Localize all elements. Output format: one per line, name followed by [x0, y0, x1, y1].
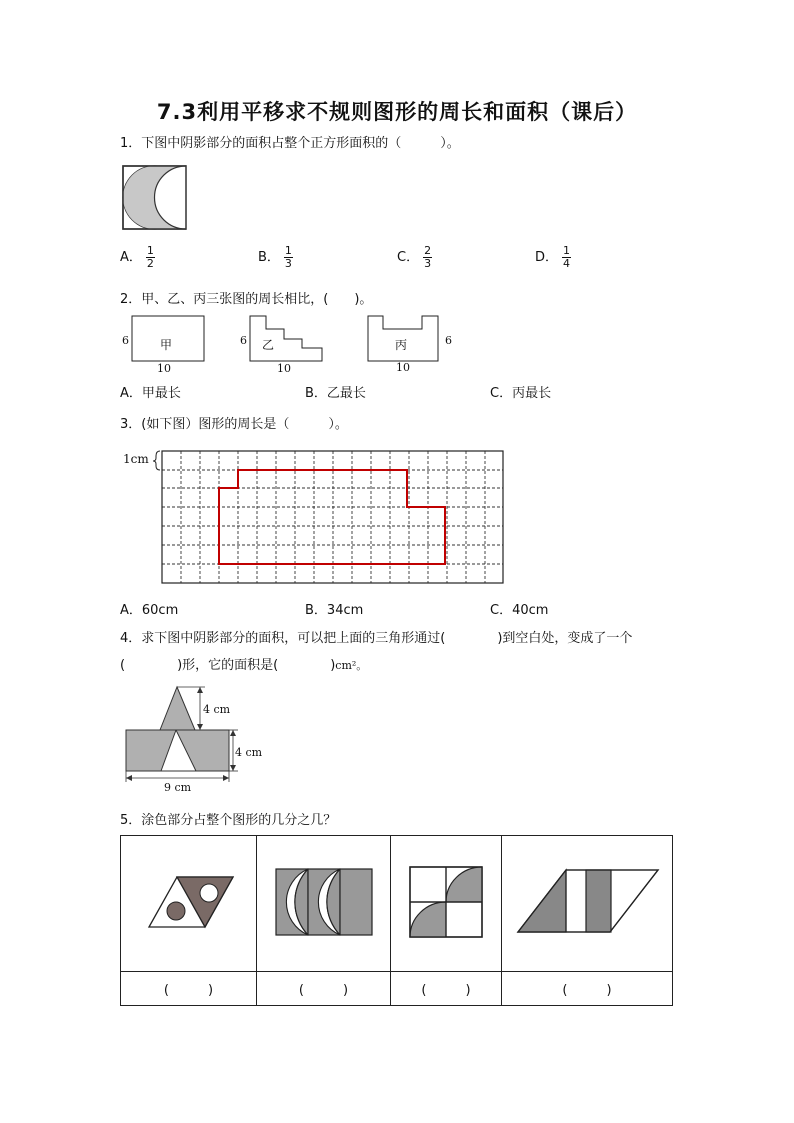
q5-figure-cell-4 [502, 836, 673, 972]
yi-label: 乙 [262, 338, 275, 352]
numerator: 1 [146, 244, 154, 257]
q5-answer-2[interactable] [257, 972, 391, 1006]
numerator: 1 [563, 244, 571, 257]
fraction [284, 245, 293, 270]
denominator: 2 [146, 257, 154, 270]
answer-blank[interactable]: ( ) [163, 983, 214, 998]
bing-height-label: 6 [445, 334, 452, 347]
side-height-label: 4 cm [235, 746, 263, 759]
jia-height-label: 6 [122, 334, 129, 347]
jia-label: 甲 [160, 338, 173, 352]
page-title: 7.3利用平移求不规则图形的周长和面积（课后） [156, 100, 638, 124]
q1-option-d[interactable] [535, 245, 571, 270]
yi-height-label: 6 [240, 334, 247, 347]
q5-answer-3[interactable] [391, 972, 502, 1006]
q4-blanks-text: ( )形，它的面积是( ) [120, 658, 336, 673]
option-label: A． [120, 250, 142, 265]
answer-blank[interactable]: ( ) [298, 983, 349, 998]
q2-option-b[interactable]: B．乙最长 [305, 386, 366, 401]
q1-option-b[interactable] [258, 245, 293, 270]
q3-option-c[interactable]: C．40cm [490, 603, 549, 618]
question-1-text: 1．下图中阴影部分的面积占整个正方形面积的（ ）。 [120, 136, 460, 151]
q3-option-a[interactable]: A．60cm [120, 603, 179, 618]
question-4-line-2 [120, 654, 367, 673]
fraction [146, 245, 155, 270]
q2-option-c[interactable]: C．丙最长 [490, 386, 552, 401]
question-4-line-1: 4．求下图中阴影部分的面积，可以把上面的三角形通过( )到空白处，变成了一个 [120, 631, 633, 646]
crescent-rectangles-figure [273, 867, 375, 937]
numerator: 2 [424, 244, 432, 257]
yi-width-label: 10 [277, 362, 291, 375]
unit-label: 1cm [123, 452, 149, 466]
denominator: 4 [563, 257, 571, 270]
denominator: 3 [284, 257, 292, 270]
question-3-text: 3．(如下图）图形的周长是（ ）。 [120, 417, 348, 432]
bing-width-label: 10 [396, 361, 410, 374]
q2-option-a[interactable]: A．甲最长 [120, 386, 181, 401]
denominator: 3 [424, 257, 432, 270]
question-2-text: 2．甲、乙、丙三张图的周长相比，( )。 [120, 292, 373, 307]
q5-figure-cell-3 [391, 836, 502, 972]
q3-option-b[interactable]: B．34cm [305, 603, 364, 618]
answer-blank[interactable]: ( ) [421, 983, 471, 998]
fraction [562, 245, 571, 270]
q5-answer-1[interactable] [121, 972, 257, 1006]
jia-width-label: 10 [157, 362, 171, 375]
quarter-circles-figure [407, 865, 485, 939]
rhombus-circles-figure [139, 872, 239, 932]
q1-option-a[interactable] [120, 245, 155, 270]
unit-text: cm²。 [335, 659, 368, 672]
q5-figure-cell-2 [257, 836, 391, 972]
q5-answer-4[interactable] [502, 972, 673, 1006]
fraction [423, 245, 432, 270]
base-width-label: 9 cm [164, 781, 192, 794]
parallelogram-strips-figure [514, 868, 660, 936]
q3-grid-figure [150, 448, 510, 588]
q1-square-figure [122, 165, 188, 231]
q5-figure-cell-1 [121, 836, 257, 972]
question-5-text: 5．涂色部分占整个图形的几分之几？ [120, 813, 337, 828]
q1-option-c[interactable] [397, 245, 432, 270]
numerator: 1 [284, 244, 292, 257]
option-label: D． [535, 250, 559, 265]
option-label: B． [258, 250, 280, 265]
q5-table [120, 835, 673, 1006]
top-height-label: 4 cm [203, 703, 231, 716]
q4-shaded-figure [120, 684, 270, 796]
bing-label: 丙 [395, 338, 408, 352]
option-label: C． [397, 250, 420, 265]
answer-blank[interactable]: ( ) [562, 983, 612, 998]
